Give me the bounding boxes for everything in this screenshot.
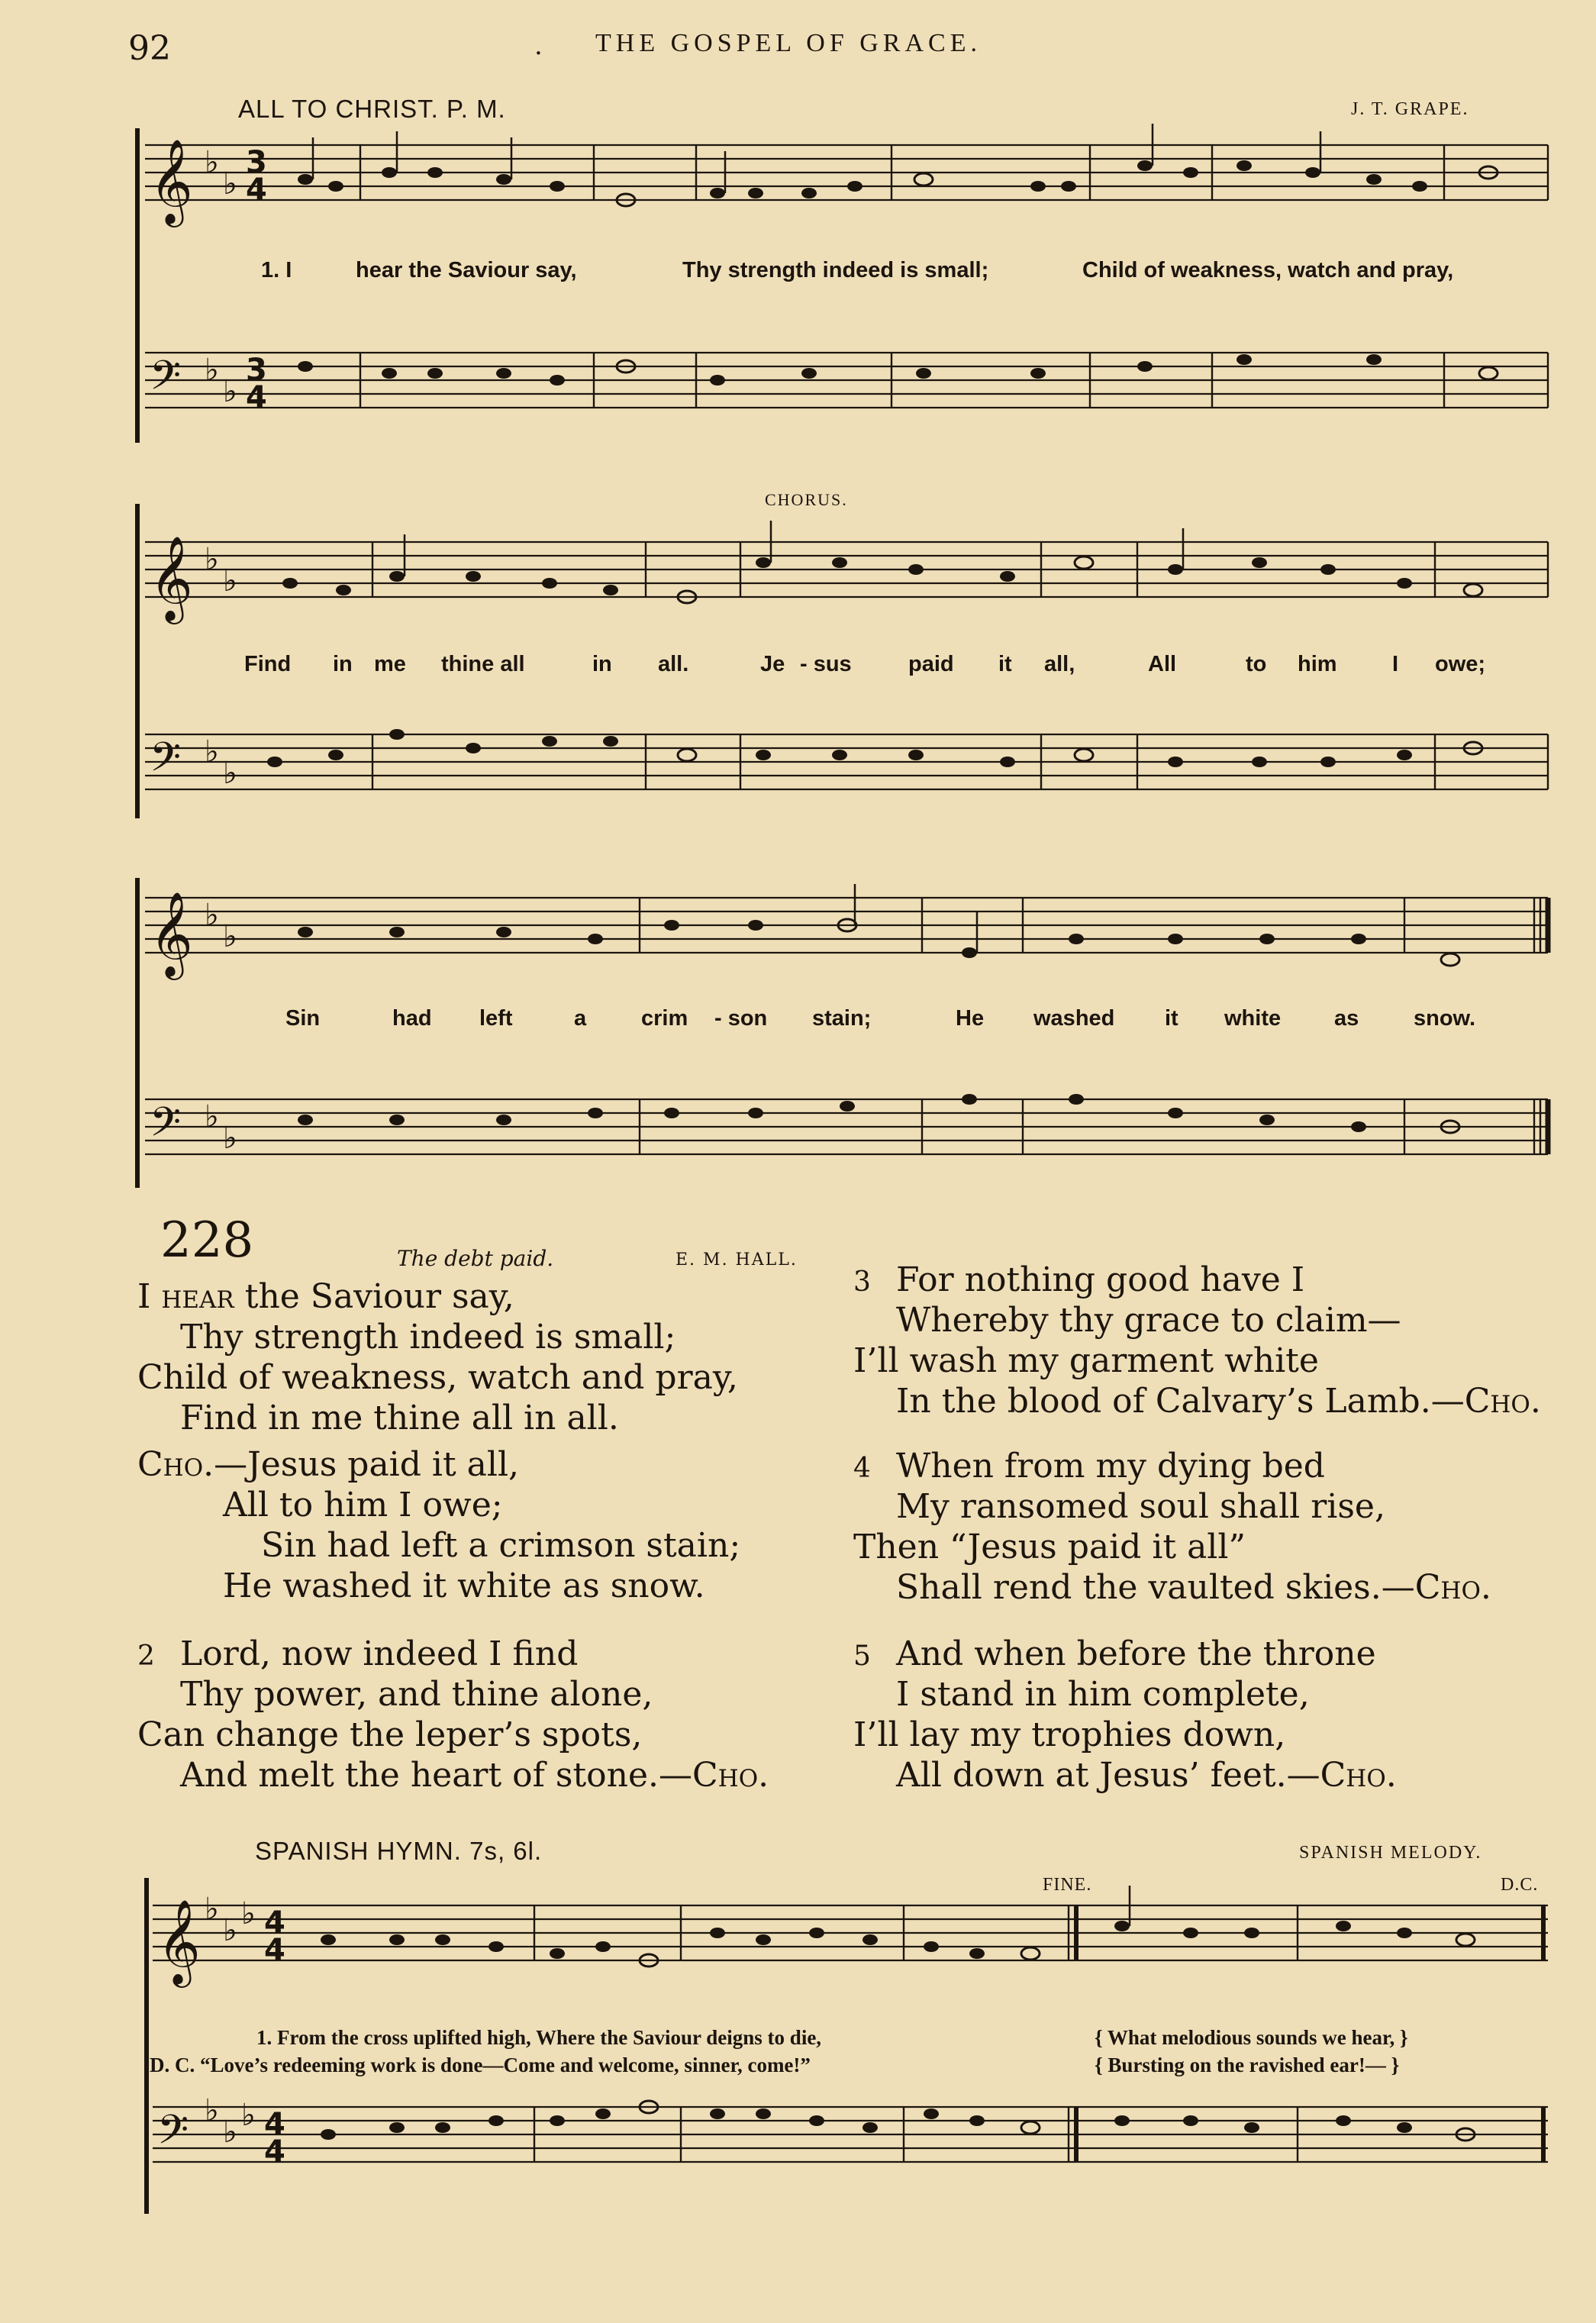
lyric-s1-d: Child of weakness, watch and pray, <box>1082 258 1454 282</box>
verse-5-line-4: All down at Jesus’ feet.— <box>896 1756 1320 1795</box>
svg-text:♭: ♭ <box>223 2115 237 2150</box>
verse-4-line-4: Shall rend the vaulted skies.— <box>896 1568 1415 1607</box>
tune-composer-spanish: SPANISH MELODY. <box>1299 1843 1482 1863</box>
lyric-s2-9: paid <box>908 652 954 676</box>
svg-text:𝄞: 𝄞 <box>150 535 193 621</box>
svg-text:𝄢: 𝄢 <box>150 353 182 409</box>
lyric-s2-1: Find <box>244 652 292 676</box>
staff-lines-bass-4 <box>153 2107 1548 2162</box>
svg-text:4: 4 <box>264 2134 285 2170</box>
verse-1-line-2: Thy strength indeed is small; <box>180 1318 676 1357</box>
fine-marker: FINE. <box>1043 1875 1092 1895</box>
svg-text:𝄞: 𝄞 <box>157 1899 201 1984</box>
svg-text:4: 4 <box>246 173 267 208</box>
chorus-label: CHORUS. <box>765 490 848 509</box>
lyric-s3-7: stain; <box>812 1006 872 1031</box>
verse-3-line-1: For nothing good have I <box>896 1260 1305 1299</box>
svg-text:♭: ♭ <box>223 1913 237 1948</box>
svg-text:♭: ♭ <box>223 756 237 791</box>
svg-text:♭: ♭ <box>205 353 219 388</box>
staff-lines-bass-1 <box>145 353 1548 408</box>
spanish-lyric-1: 1. From the cross uplifted high, Where the Saviour deigns to die, <box>256 2026 822 2049</box>
svg-text:3: 3 <box>246 145 267 180</box>
verse-4-line-3: Then “Jesus paid it all” <box>853 1528 1246 1566</box>
lyric-s2-7: Je <box>760 652 785 676</box>
verse-1-first-word: I hear <box>137 1277 234 1316</box>
lyric-s3-1: Sin <box>285 1006 321 1031</box>
svg-text:♭: ♭ <box>223 166 237 202</box>
dc-marker: D.C. <box>1501 1875 1539 1895</box>
svg-text:4: 4 <box>264 1933 285 1968</box>
chorus-line-4: He washed it white as snow. <box>223 1566 705 1605</box>
staff-lines-treble-1 <box>145 145 1548 200</box>
svg-text:4: 4 <box>246 380 267 415</box>
lyric-s2-13: to <box>1246 652 1267 676</box>
hymn-number: 228 <box>160 1212 254 1269</box>
verse-5 <box>853 1634 1397 1795</box>
svg-text:♭: ♭ <box>205 734 219 769</box>
staff-lines-treble-3 <box>145 898 1548 953</box>
svg-text:♭: ♭ <box>205 898 219 933</box>
svg-text:𝄢: 𝄢 <box>150 1099 182 1156</box>
chorus-line-2: All to him I owe; <box>223 1486 503 1524</box>
svg-text:𝄢: 𝄢 <box>157 2107 189 2163</box>
chorus-text <box>137 1444 740 1606</box>
verse-4 <box>853 1446 1491 1608</box>
spanish-lyric-right-2: { Bursting on the ravished ear!— } <box>1095 2054 1400 2076</box>
verse-5-cho: Cho. <box>1320 1756 1397 1795</box>
svg-text:♭: ♭ <box>205 2093 219 2128</box>
staff-lines-treble-4 <box>153 1905 1548 1960</box>
verse-3 <box>853 1260 1541 1421</box>
verse-1-line-4: Find in me thine all in all. <box>180 1399 619 1437</box>
verse-2-number: 2 <box>137 1641 155 1672</box>
chorus-line-3: Sin had left a crimson stain; <box>261 1526 741 1565</box>
verse-5-line-3: I’ll lay my trophies down, <box>853 1715 1286 1754</box>
tune-composer-grape: J. T. GRAPE. <box>1351 99 1469 119</box>
verse-2-line-1: Lord, now indeed I find <box>180 1634 579 1673</box>
svg-text:♭: ♭ <box>241 2098 256 2133</box>
header-dot: . <box>534 31 543 61</box>
svg-text:♭: ♭ <box>205 1892 219 1927</box>
verse-3-number: 3 <box>853 1266 871 1298</box>
lyric-s2-4: thine all <box>441 652 525 676</box>
verse-1-line-3: Child of weakness, watch and pray, <box>137 1358 738 1397</box>
verse-3-cho: Cho. <box>1464 1382 1541 1421</box>
verse-4-line-2: My ransomed soul shall rise, <box>896 1487 1385 1526</box>
svg-text:♭: ♭ <box>205 542 219 577</box>
verse-2-line-4: And melt the heart of stone.— <box>180 1756 692 1795</box>
lyric-s2-14: him <box>1298 652 1337 676</box>
lyric-s1-c: Thy strength indeed is small; <box>682 258 989 282</box>
svg-text:𝄢: 𝄢 <box>150 734 182 791</box>
chorus-text-label: Cho. <box>137 1445 214 1484</box>
lyric-s2-12: All <box>1148 652 1177 676</box>
verse-4-number: 4 <box>853 1453 871 1484</box>
verse-2 <box>137 1634 769 1795</box>
lyric-s3-9: washed <box>1033 1006 1115 1031</box>
lyric-s3-6: - son <box>714 1006 768 1031</box>
verse-5-line-2: I stand in him complete, <box>896 1675 1310 1714</box>
svg-text:♭: ♭ <box>223 919 237 954</box>
lyric-s2-6: all. <box>658 652 689 676</box>
lyric-s1-a: 1. I <box>261 258 292 282</box>
verse-4-cho: Cho. <box>1414 1568 1491 1607</box>
svg-text:3: 3 <box>246 353 267 388</box>
svg-text:𝄞: 𝄞 <box>150 138 193 224</box>
lyric-s3-13: snow. <box>1414 1006 1476 1031</box>
verse-5-number: 5 <box>853 1641 871 1672</box>
svg-text:♭: ♭ <box>223 374 237 409</box>
lyric-s3-2: had <box>392 1006 432 1031</box>
lyric-s2-2: in <box>333 652 353 676</box>
verse-3-line-4: In the blood of Calvary’s Lamb.— <box>896 1382 1465 1421</box>
lyric-s2-11: all, <box>1044 652 1075 676</box>
tune-title-all-to-christ: ALL TO CHRIST. P. M. <box>238 95 506 123</box>
verse-2-line-3: Can change the leper’s spots, <box>137 1715 643 1754</box>
hymn-author: E. M. HALL. <box>675 1250 798 1270</box>
verse-2-cho: Cho. <box>692 1756 769 1795</box>
svg-text:4: 4 <box>264 2107 285 2142</box>
svg-text:𝄞: 𝄞 <box>150 891 193 976</box>
chorus-line-1: —Jesus paid it all, <box>214 1445 519 1484</box>
hymn-subtitle: The debt paid. <box>397 1246 554 1271</box>
lyric-s1-b: hear the Saviour say, <box>356 258 577 282</box>
verse-4-line-1: When from my dying bed <box>896 1447 1325 1486</box>
lyric-s3-11: white <box>1224 1006 1282 1031</box>
lyric-s3-5: crim <box>641 1006 688 1031</box>
lyric-s2-5: in <box>592 652 612 676</box>
spanish-lyric-right-1: { What melodious sounds we hear, } <box>1095 2026 1408 2049</box>
running-title: THE GOSPEL OF GRACE. <box>595 29 982 57</box>
verse-3-line-2: Whereby thy grace to claim— <box>896 1301 1401 1340</box>
verse-5-line-1: And when before the throne <box>896 1634 1376 1673</box>
svg-text:♭: ♭ <box>223 563 237 598</box>
svg-text:4: 4 <box>264 1905 285 1941</box>
svg-text:♭: ♭ <box>205 145 219 180</box>
verse-2-line-2: Thy power, and thine alone, <box>180 1675 653 1714</box>
lyric-s3-10: it <box>1165 1006 1178 1031</box>
spanish-lyric-dc: D. C. “Love’s redeeming work is done—Come and welcome, sinner, come!” <box>150 2054 811 2076</box>
lyric-s3-12: as <box>1334 1006 1359 1031</box>
tune-title-spanish-hymn: SPANISH HYMN. 7s, 6l. <box>255 1837 543 1865</box>
lyric-s2-15: I <box>1392 652 1399 676</box>
svg-text:♭: ♭ <box>223 1121 237 1156</box>
page-number: 92 <box>128 29 171 68</box>
svg-text:♭: ♭ <box>241 1896 256 1931</box>
verse-1-line-1: the Saviour say, <box>244 1277 514 1316</box>
lyric-s3-3: left <box>479 1006 513 1031</box>
verse-3-line-3: I’ll wash my garment white <box>853 1341 1319 1380</box>
lyric-s2-16: owe; <box>1435 652 1486 676</box>
lyric-s2-8: - sus <box>800 652 852 676</box>
verse-1 <box>137 1276 738 1438</box>
staff-lines-treble-2 <box>145 542 1548 597</box>
lyric-s3-4: a <box>574 1006 587 1031</box>
svg-text:♭: ♭ <box>205 1099 219 1134</box>
lyric-s2-10: it <box>998 652 1012 676</box>
staff-lines-bass-2 <box>145 734 1548 789</box>
lyric-s3-8: He <box>956 1006 985 1031</box>
lyric-s2-3: me <box>374 652 406 676</box>
